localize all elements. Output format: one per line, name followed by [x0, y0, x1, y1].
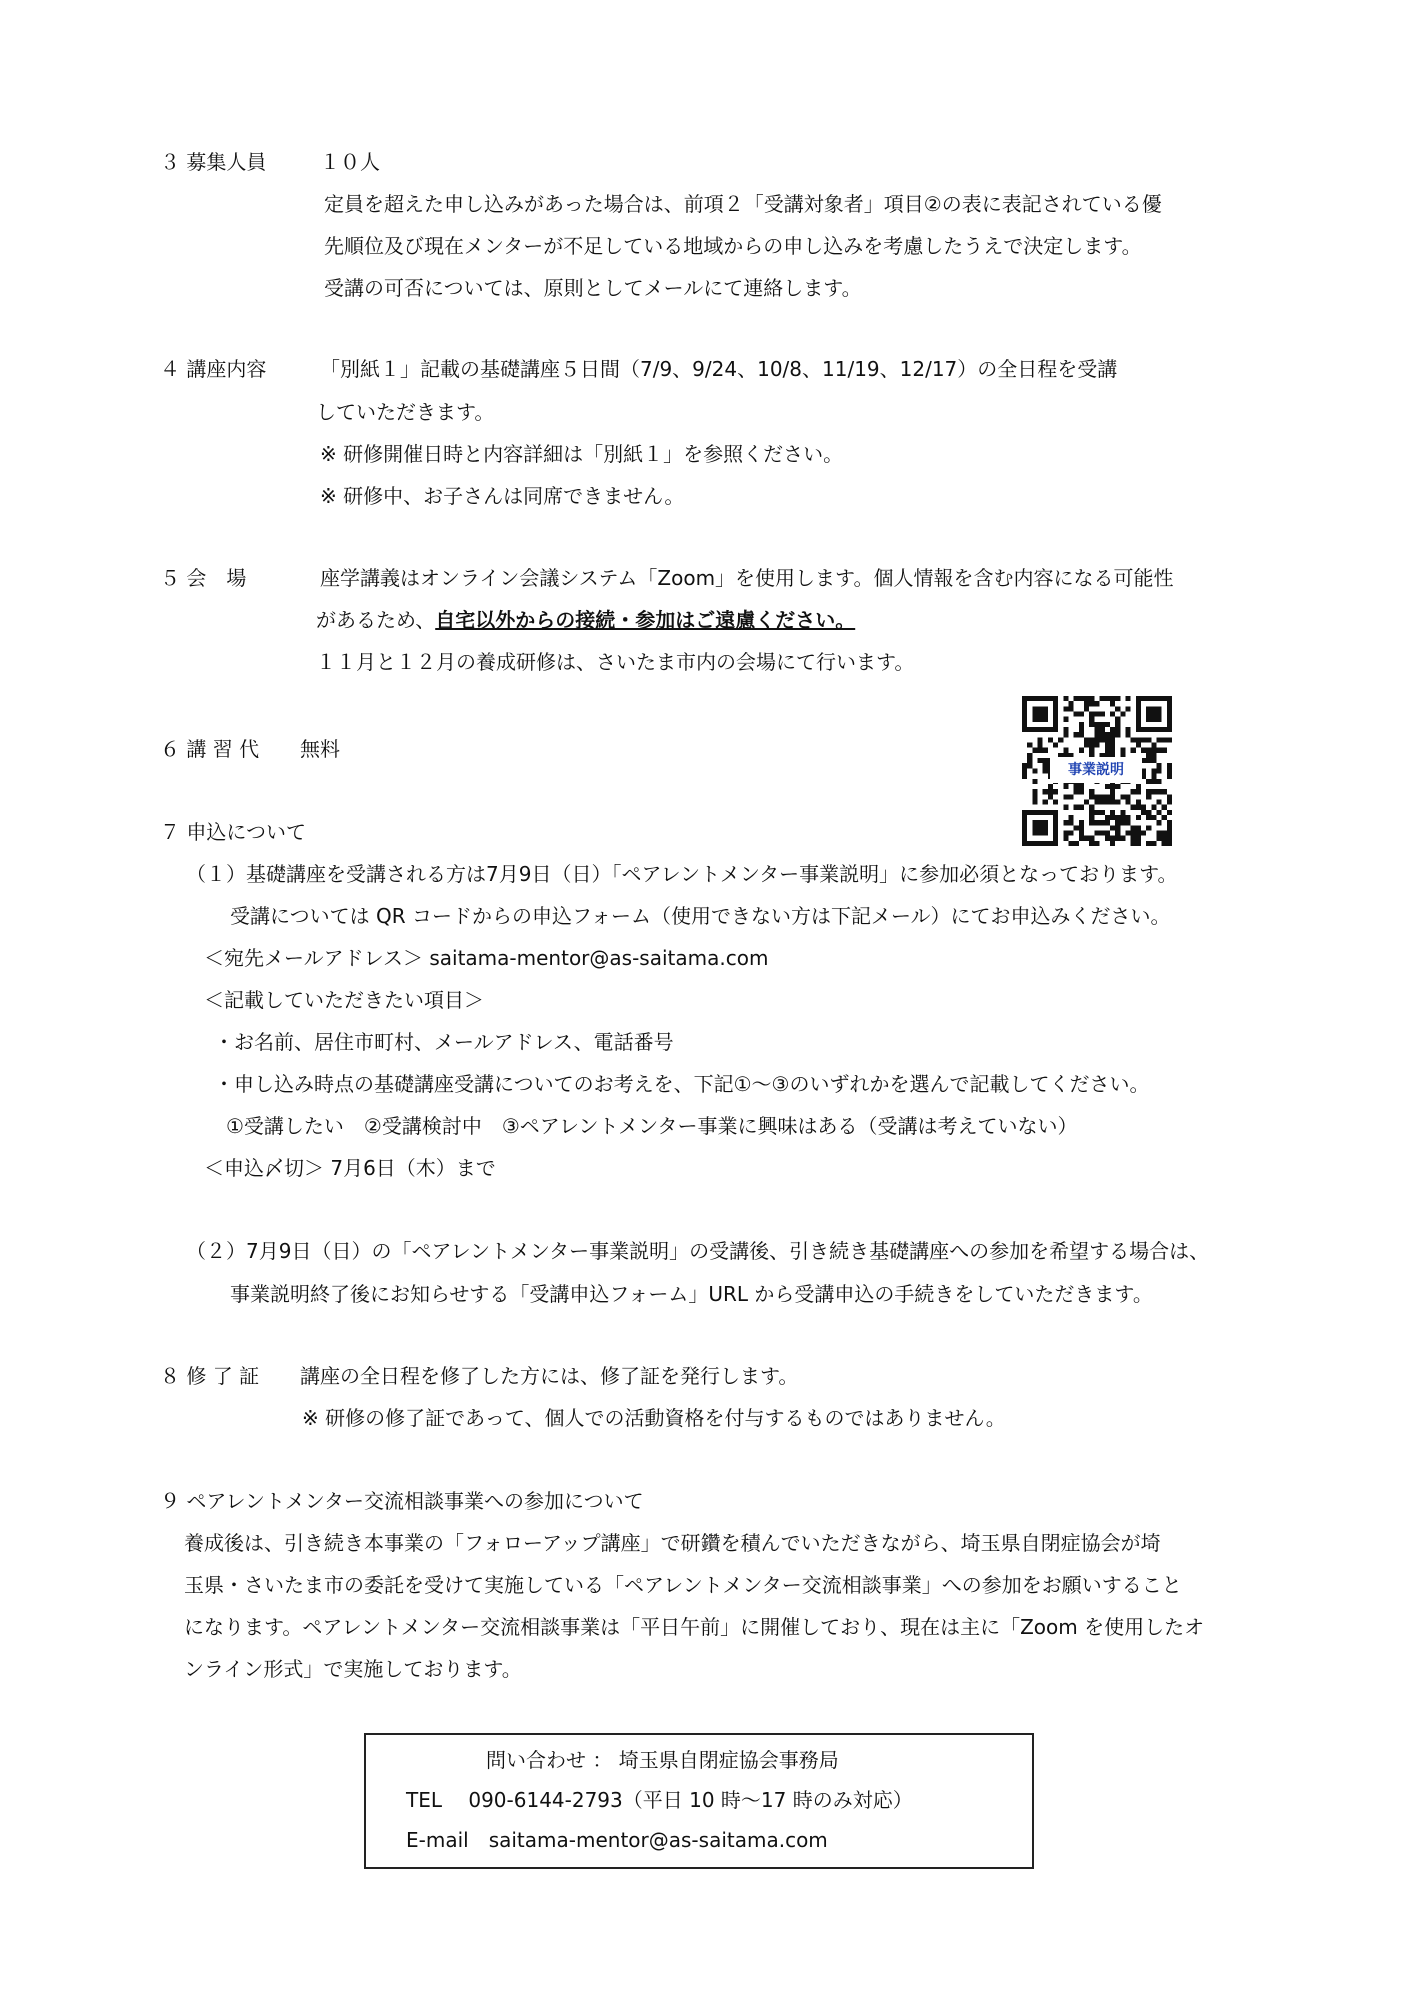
section6-heading: ６ 講 習 代: [160, 737, 260, 761]
section6-value: 無料: [300, 737, 340, 761]
section5-line2-prefix: があるため、: [316, 608, 436, 632]
section5-heading: ５ 会 場: [160, 566, 247, 590]
section9-line: 玉県・さいたま市の委託を受けて実施している「ペアレントメンター交流相談事業」への参加をお願いすること: [184, 1573, 1182, 1597]
contact-title: 問い合わせ ： 埼玉県自閉症協会事務局: [486, 1748, 839, 1772]
section3-count: １０人: [320, 150, 380, 174]
section9-line: ンライン形式」で実施しております。: [184, 1657, 522, 1681]
section5-line3: １１月と１２月の養成研修は、さいたま市内の会場にて行います。: [316, 650, 915, 674]
section7-options: ①受講したい ②受講検討中 ③ペアレントメンター事業に興味はある（受講は考えていない）: [226, 1114, 1078, 1138]
section7-item1-line1: （１）基礎講座を受講される方は7月9日（日）「ペアレントメンター事業説明」に参加必須となっております。: [186, 862, 1178, 886]
section4-heading: ４ 講座内容: [160, 357, 267, 381]
section7-item1-line2: 受講については QR コードからの申込フォーム（使用できない方は下記メール）にてお申込みください。: [230, 904, 1171, 928]
contact-email[interactable]: E-mail saitama-mentor@as-saitama.com: [406, 1828, 828, 1852]
section8-line1: 講座の全日程を修了した方には、修了証を発行します。: [300, 1364, 799, 1388]
section8-heading: ８ 修 了 証: [160, 1364, 260, 1388]
section5-emphasis: 自宅以外からの接続・参加はご遠慮ください。: [435, 608, 856, 632]
section9-heading: ９ ペアレントメンター交流相談事業への参加について: [160, 1489, 644, 1513]
qr-code-icon[interactable]: [1022, 696, 1172, 846]
section4-note1: ※ 研修開催日時と内容詳細は「別紙１」を参照ください。: [320, 442, 844, 466]
section9-line: 養成後は、引き続き本事業の「フォローアップ講座」で研鑽を積んでいただきながら、埼玉県自閉症協会が埼: [184, 1531, 1161, 1555]
qr-label: 事業説明: [1050, 757, 1142, 783]
section9-line: になります。ペアレントメンター交流相談事業は「平日午前」に開催しており、現在は主に「Zoom を使用したオ: [184, 1615, 1205, 1639]
section3-line: 先順位及び現在メンターが不足している地域からの申し込みを考慮したうえで決定します。: [324, 234, 1142, 258]
section5-line2: [316, 606, 855, 634]
section4-line1: 「別紙１」記載の基礎講座５日間（7/9、9/24、10/8、11/19、12/17）の全日程を受講: [320, 357, 1118, 381]
contact-tel: TEL 090-6144-2793（平日 10 時～17 時のみ対応）: [406, 1788, 913, 1812]
section7-heading: ７ 申込について: [160, 820, 306, 844]
section7-item2-line2: 事業説明終了後にお知らせする「受講申込フォーム」URL から受講申込の手続きをしていただきます。: [230, 1282, 1153, 1306]
section7-item2-line1: （２）7月9日（日）の「ペアレントメンター事業説明」の受講後、引き続き基礎講座への参加を希望する場合は、: [186, 1239, 1210, 1263]
contact-box: [364, 1733, 1034, 1869]
section3-line: 受講の可否については、原則としてメールにて連絡します。: [324, 276, 862, 300]
section5-line1: 座学講義はオンライン会議システム「Zoom」を使用します。個人情報を含む内容になる可能性: [320, 566, 1174, 590]
section3-heading: ３ 募集人員: [160, 150, 267, 174]
section7-bullet2: ・申し込み時点の基礎講座受講についてのお考えを、下記①～③のいずれかを選んで記載してください。: [214, 1072, 1150, 1096]
section7-deadline: ＜申込〆切＞ 7月6日（木）まで: [204, 1156, 496, 1180]
section7-address: ＜宛先メールアドレス＞ saitama-mentor@as-saitama.com: [204, 946, 769, 970]
section4-note2: ※ 研修中、お子さんは同席できません。: [320, 484, 685, 508]
section7-bullet1: ・お名前、居住市町村、メールアドレス、電話番号: [214, 1030, 674, 1054]
section4-line2: していただきます。: [316, 400, 495, 424]
section3-line: 定員を超えた申し込みがあった場合は、前項２「受講対象者」項目②の表に表記されている優: [324, 192, 1162, 216]
section8-note: ※ 研修の修了証であって、個人での活動資格を付与するものではありません。: [302, 1406, 1006, 1430]
section7-items-label: ＜記載していただきたい項目＞: [204, 988, 484, 1012]
